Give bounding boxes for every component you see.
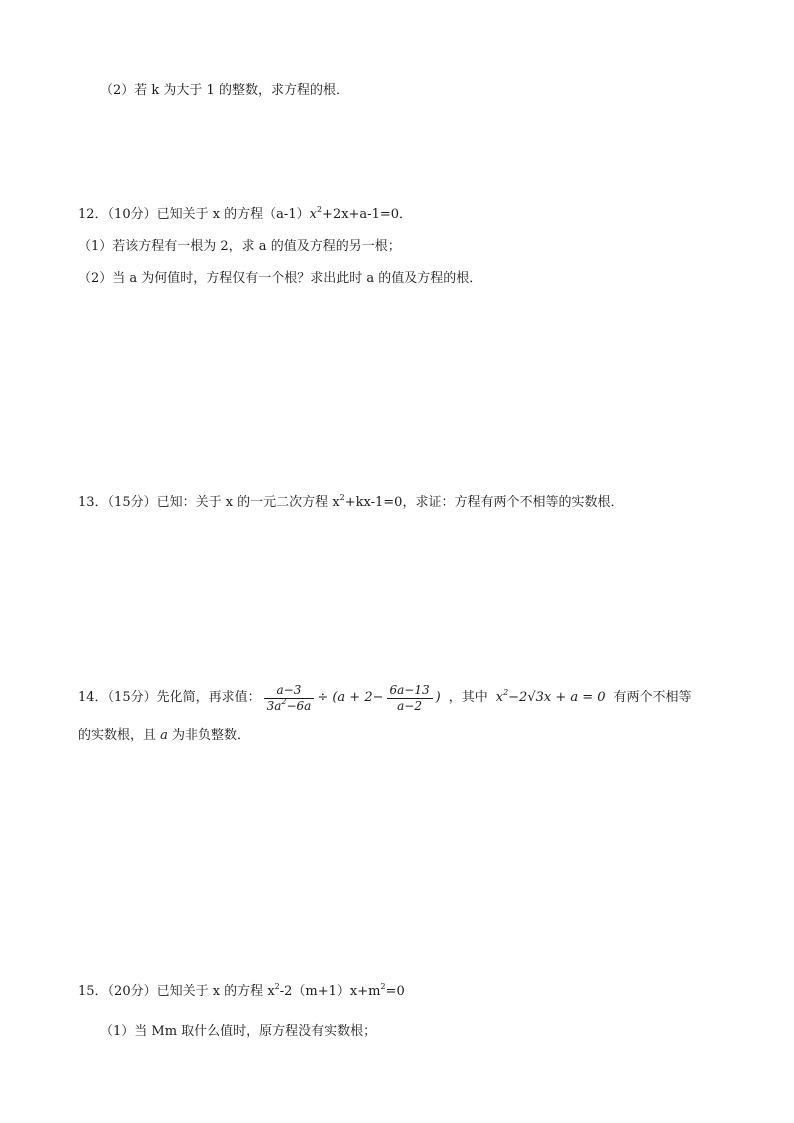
q14-prefix: 14．（15分）先化简，再求值： <box>78 690 261 705</box>
q11-part2: （2）若 k 为大于 1 的整数，求方程的根． <box>100 83 349 98</box>
q15-part1: （1）当 Mm 取什么值时，原方程没有实数根； <box>100 1024 377 1039</box>
q15-stem: 15．（20分）已知关于 x 的方程 $x^2-2(m+1)x+m^2=0$ <box>78 982 405 999</box>
q15-prefix: 15．（20分）已知关于 x 的方程 x <box>78 984 275 999</box>
q14-equation: $x^2-2√3x + a = 0$ <box>495 688 606 705</box>
q14-mid: ，其中 <box>448 690 488 705</box>
q15-mid: -2（m+1）x+m <box>279 984 381 999</box>
q14-fraction-2 <box>387 683 433 714</box>
q13-suffix: +kx-1=0，求证：方程有两个不相等的实数根． <box>344 495 624 510</box>
q13-prefix: 13．（15分）已知：关于 x 的一元二次方程 x <box>78 495 340 510</box>
q13-exp: 2 <box>339 493 345 502</box>
q14-frac1-den: $3a^2-6a$ <box>266 696 312 713</box>
q14-div: ÷ (a + 2− <box>317 690 384 705</box>
q14-frac1-num: a−3 <box>264 683 315 699</box>
q15-suffix: =0 <box>385 984 405 999</box>
q14-frac2-den: a−2 <box>397 698 422 713</box>
q14-stem <box>78 681 692 715</box>
q12-x: x <box>309 207 317 222</box>
q14-frac2-num: 6a−13 <box>387 683 433 699</box>
q12-prefix: 12．（10分）已知关于 x 的方程（a-1） <box>78 207 310 222</box>
q14-after: 有两个不相等 <box>613 690 692 705</box>
q13-stem <box>78 494 623 512</box>
q12-part1: （1）若该方程有一根为 2，求 a 的值及方程的另一根； <box>78 239 401 254</box>
q14-line2: 的实数根，且 a 为非负整数． <box>78 728 251 743</box>
q12-exp: 2 <box>316 205 323 214</box>
q12-stem <box>78 206 412 224</box>
q14-fraction-1 <box>264 683 315 714</box>
q14-var-a: a <box>160 728 168 743</box>
q12-suffix: +2x+a-1=0． <box>322 207 413 222</box>
q12-part2: （2）当 a 为何值时，方程仅有一个根？求出此时 a 的值及方程的根． <box>78 271 483 286</box>
q14-close: ) <box>435 690 441 705</box>
